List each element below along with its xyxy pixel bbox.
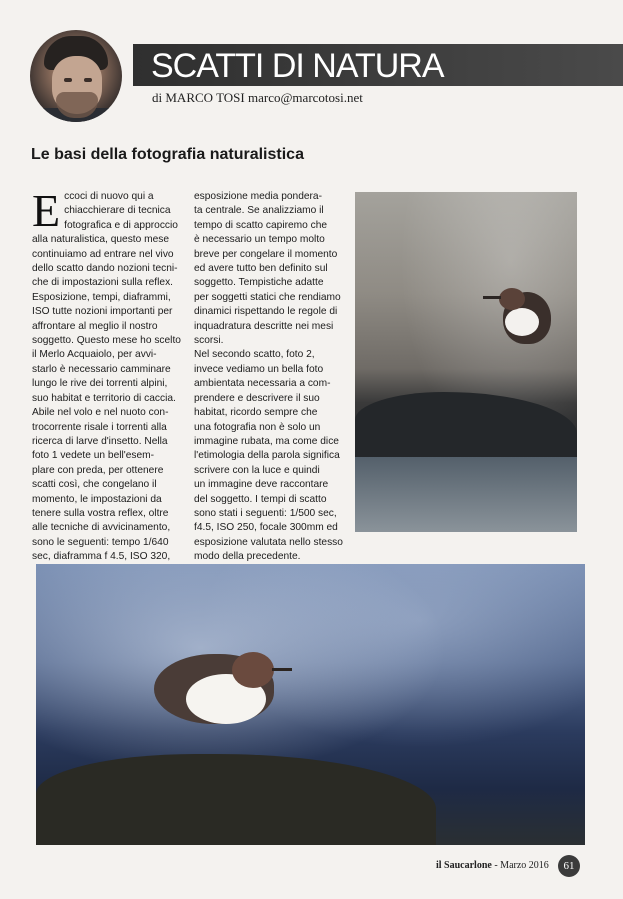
page-number: 61: [558, 855, 580, 877]
photo2-bird-beak: [272, 668, 292, 671]
section-title-bar: [133, 44, 623, 86]
avatar-eye-right: [84, 78, 92, 82]
magazine-name: il Saucarlone: [436, 860, 492, 871]
photo1-bird-breast: [505, 308, 539, 336]
photo1-bird-head: [499, 288, 525, 310]
drop-cap: E: [32, 185, 61, 236]
photo1-rock: [355, 392, 577, 462]
photo1-water: [355, 457, 577, 532]
article-column-1: [32, 185, 182, 565]
page-footer: [436, 860, 549, 871]
photo1-bird-beak: [483, 296, 501, 299]
author-avatar: [30, 30, 122, 122]
byline-prefix: di: [152, 90, 163, 105]
article-headline: Le basi della fotografia naturalistica: [31, 146, 304, 163]
author-name: MARCO TOSI: [165, 90, 245, 105]
section-title: SCATTI DI NATURA: [151, 47, 444, 85]
byline: [152, 90, 363, 106]
column-2-text: esposizione media pondera- ta centrale. Se analizziamo il tempo di scatto capiremo che è necessario un tempo molto breve per congelare il momento ed avere tutto ben definito sul soggetto. Tempistiche adatte per soggetti statici che rendiamo dinamici rispettando le regole di inquadratura descritte nei mesi scorsi. Nel secondo scatto, foto 2, invece vediamo un bella foto ambientata necessaria a com- prendere e descrivere il suo habitat, ricordo sempre che una fotografia non è solo un immagine rubata, ma come dice l'etimologia della parola significa scrivere con la luce e quindi un immagine deve raccontare del soggetto. I tempi di scatto sono stati i seguenti: 1/500 sec, f4.5, ISO 250, focale 300mm ed esposizione valutata nello stesso modo della precedente.: [194, 191, 343, 563]
photo-dipper-on-rock: [355, 192, 577, 532]
column-1-text: ccoci di nuovo qui a chiacchierare di tecnica fotografica e di approccio alla naturalistica, questo mese continuiamo ad entrare nel vivo dello scatto dando nozioni tecni- che di impostazioni sulla reflex. Esposizione, tempi, diaframmi, ISO tutte nozioni importanti per affrontare al meglio il nostro soggetto. Questo mese ho scelto il Merlo Acquaiolo, per avvi- starlo è necessario camminare lungo le rive dei torrenti alpini, suo habitat e territorio di caccia. Abile nel volo e nel nuoto con- trocorrente risale i torrenti alla ricerca di larve d'insetto. Nella foto 1 vedete un bell'esem- plare con preda, per ottenere scatti così, che congelano il momento, le impostazioni da tenere sulla vostra reflex, oltre alle tecniche di avvicinamento, sono le seguenti: tempo 1/640 sec, diaframma f 4.5, ISO 320,: [32, 191, 181, 563]
issue-date: - Marzo 2016: [494, 860, 549, 871]
author-email[interactable]: marco@marcotosi.net: [247, 90, 363, 105]
article-column-2: [194, 190, 346, 565]
avatar-eye-left: [64, 78, 72, 82]
photo-dipper-in-stream: [36, 564, 585, 845]
photo2-bird-head: [232, 652, 274, 688]
photo2-rock: [36, 754, 436, 845]
